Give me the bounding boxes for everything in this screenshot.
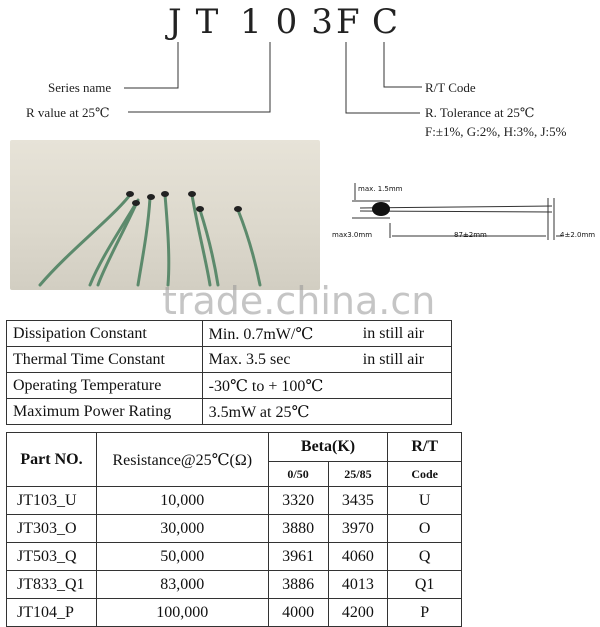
beta-0-50-value: 3961 <box>268 543 328 571</box>
part-number: JT503_Q <box>7 543 97 571</box>
header-beta-0-50: 0/50 <box>268 462 328 487</box>
label-series-name: Series name <box>48 80 112 95</box>
resistance-value: 83,000 <box>96 571 268 599</box>
table-row <box>7 515 462 543</box>
table-row <box>7 571 462 599</box>
product-photo <box>10 140 320 290</box>
spec-row <box>7 373 452 399</box>
rt-code-value: O <box>388 515 462 543</box>
header-rt: R/T <box>388 433 462 462</box>
label-tolerance: R. Tolerance at 25℃ <box>425 105 535 120</box>
header-beta-25-85: 25/85 <box>328 462 388 487</box>
thermistor-wires-image <box>10 140 320 290</box>
code-rvalue: 103 <box>240 2 347 42</box>
spec-value: Max. 3.5 sec <box>202 347 357 373</box>
rt-code-value: P <box>388 599 462 627</box>
beta-25-85-value: 4200 <box>328 599 388 627</box>
spec-name: Operating Temperature <box>7 373 203 399</box>
table-row <box>7 599 462 627</box>
resistance-value: 100,000 <box>96 599 268 627</box>
resistance-value: 10,000 <box>96 487 268 515</box>
resistance-value: 30,000 <box>96 515 268 543</box>
spec-value: 3.5mW at 25℃ <box>202 399 357 425</box>
resistance-value: 50,000 <box>96 543 268 571</box>
header-part-no: Part NO. <box>7 433 97 487</box>
beta-25-85-value: 3435 <box>328 487 388 515</box>
code-series: JT <box>168 2 233 42</box>
beta-25-85-value: 3970 <box>328 515 388 543</box>
part-number: JT833_Q1 <box>7 571 97 599</box>
spec-row <box>7 321 452 347</box>
spec-note: in still air <box>357 347 452 373</box>
spec-row <box>7 347 452 373</box>
part-number: JT103_U <box>7 487 97 515</box>
beta-0-50-value: 4000 <box>268 599 328 627</box>
header-beta: Beta(K) <box>268 433 388 462</box>
spec-value: -30℃ to + 100℃ <box>202 373 357 399</box>
spec-table <box>6 320 452 425</box>
beta-0-50-value: 3880 <box>268 515 328 543</box>
rt-code-value: U <box>388 487 462 515</box>
code-tolerance: F <box>336 2 374 42</box>
table-row <box>7 543 462 571</box>
spec-name: Thermal Time Constant <box>7 347 203 373</box>
label-r-value: R value at 25℃ <box>26 105 110 120</box>
rt-code-value: Q <box>388 543 462 571</box>
spec-row <box>7 399 452 425</box>
dim-end: 4±2.0mm <box>560 231 596 239</box>
dim-max-wire: max3.0mm <box>332 231 373 239</box>
code-rt: C <box>372 2 413 42</box>
dim-max-head: max. 1.5mm <box>358 185 403 193</box>
watermark: trade.china.cn <box>162 279 436 323</box>
spec-note <box>357 373 452 399</box>
beta-0-50-value: 3320 <box>268 487 328 515</box>
dim-length: 87±2mm <box>454 231 487 239</box>
label-rt-code: R/T Code <box>425 80 476 95</box>
spec-note <box>357 399 452 425</box>
parts-table <box>6 432 462 627</box>
spec-note: in still air <box>357 321 452 347</box>
part-number: JT104_P <box>7 599 97 627</box>
spec-name: Maximum Power Rating <box>7 399 203 425</box>
spec-name: Dissipation Constant <box>7 321 203 347</box>
beta-25-85-value: 4013 <box>328 571 388 599</box>
label-tolerance-options: F:±1%, G:2%, H:3%, J:5% <box>425 124 567 139</box>
header-code: Code <box>388 462 462 487</box>
beta-0-50-value: 3886 <box>268 571 328 599</box>
header-resistance: Resistance@25℃(Ω) <box>96 433 268 487</box>
part-number: JT303_O <box>7 515 97 543</box>
rt-code-value: Q1 <box>388 571 462 599</box>
beta-25-85-value: 4060 <box>328 543 388 571</box>
table-row <box>7 487 462 515</box>
spec-value: Min. 0.7mW/℃ <box>202 321 357 347</box>
